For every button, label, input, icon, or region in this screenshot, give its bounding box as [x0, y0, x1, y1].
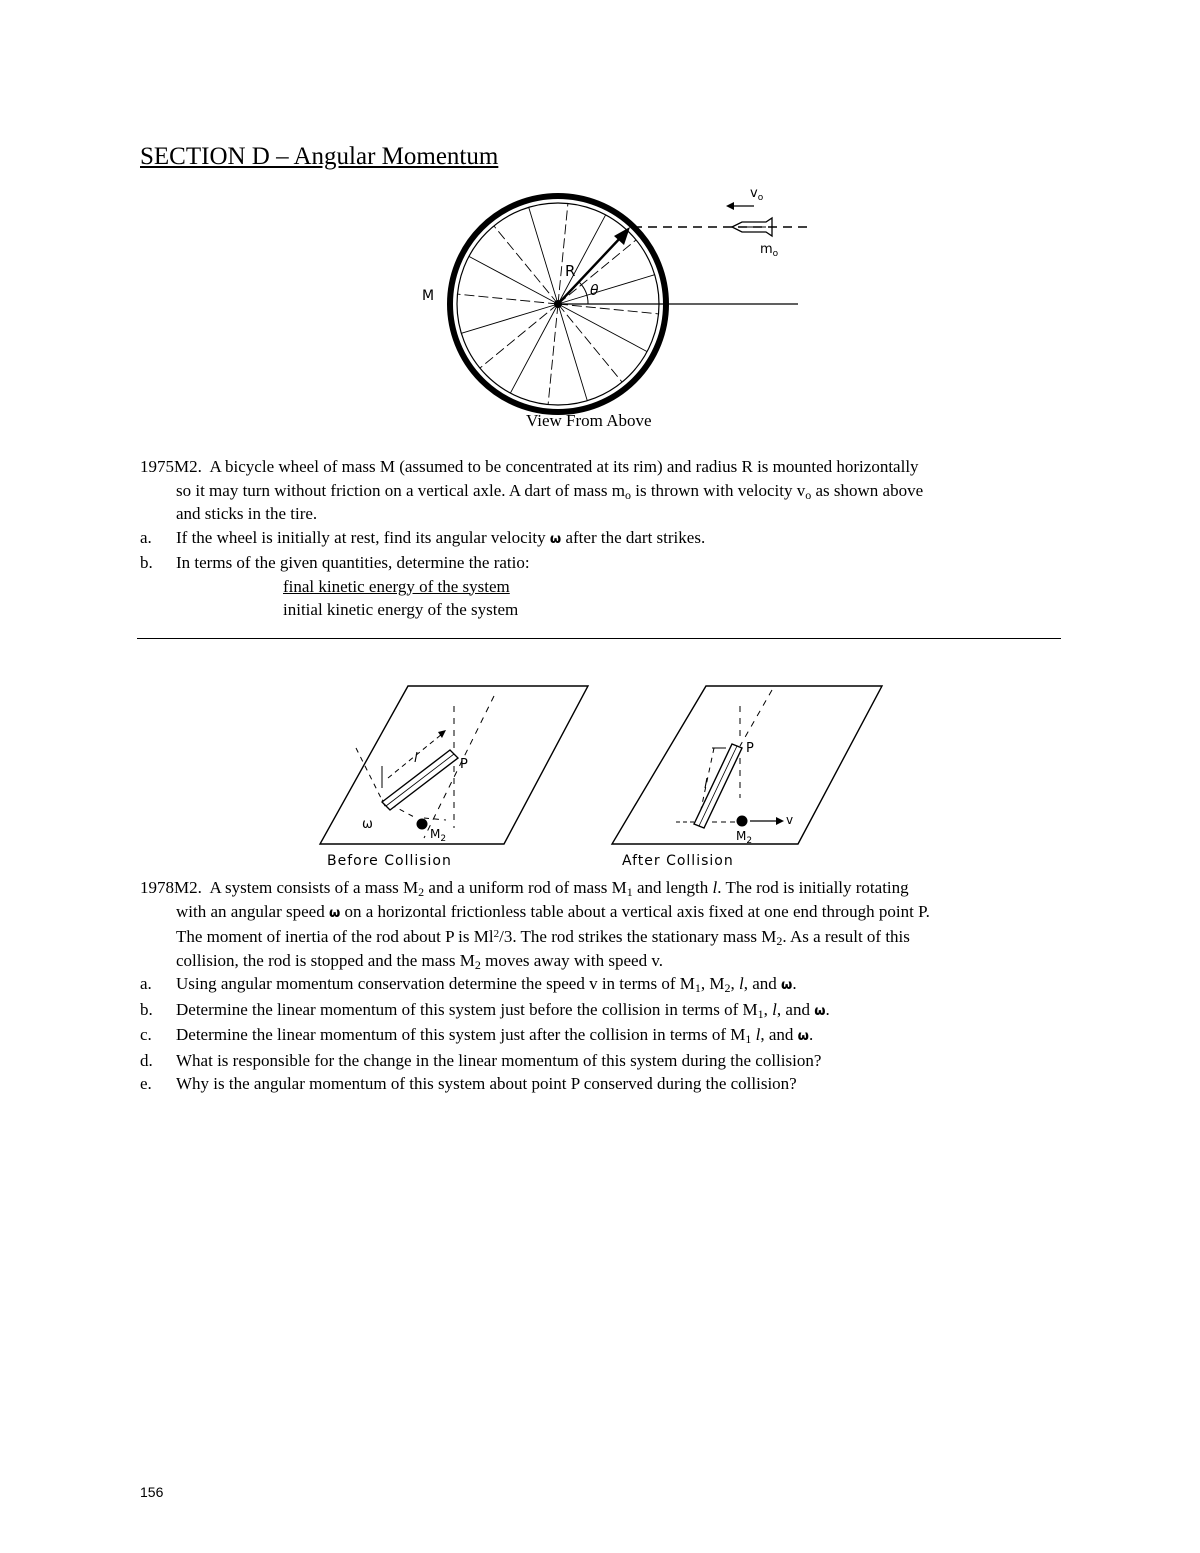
wheel-caption: View From Above — [526, 411, 652, 430]
problem1-line2: so it may turn without friction on a vertical axle. A dart of mass $m_o$ is thrown with velocity $v_o$ as shown above — [176, 480, 924, 502]
label-v0: $v_o$ — [750, 186, 764, 203]
wheel-spoke — [529, 207, 558, 304]
after-label-l: l — [704, 777, 708, 792]
problem2-part-b: b. Determine the linear momentum of this system just before the collision in terms of $M_1$, l, and ω. — [140, 999, 830, 1021]
label-theta: θ — [590, 283, 599, 299]
wheel-spoke — [558, 304, 587, 401]
wheel-spoke — [494, 226, 558, 304]
problem2-id: 1978M2. — [140, 878, 202, 897]
label-m0: $m_o$ — [760, 242, 779, 259]
section-title: SECTION D – Angular Momentum — [140, 143, 499, 170]
problem2-line2: with an angular speed ω on a horizontal frictionless table about a vertical axis fixed at one end through point P. — [176, 901, 930, 921]
before-label-l: l — [414, 751, 418, 766]
after-label-M2: $M_2$ — [736, 829, 753, 846]
problem2-part-e: e. Why is the angular momentum of this system about point P conserved during the collision? — [140, 1074, 797, 1093]
label-M: M — [422, 288, 435, 304]
before-label-omega: ω — [362, 817, 373, 832]
problem1-part-a: a. If the wheel is initially at rest, find its angular velocity ω after the dart strikes. — [140, 527, 706, 547]
after-collision-panel — [612, 686, 882, 846]
caption-after-collision: After Collision — [622, 853, 734, 869]
ratio-numerator: final kinetic energy of the system — [283, 576, 510, 596]
problem2-part-c: c. Determine the linear momentum of this system just after the collision in terms of $M_1$ l, and ω. — [140, 1025, 814, 1046]
velocity-arrowhead — [726, 202, 734, 210]
after-label-v: v — [786, 813, 794, 827]
page-number: 156 — [140, 1484, 164, 1500]
wheel-spoke — [480, 304, 558, 368]
problem1-line1: 1975M2. A bicycle wheel of mass M (assumed to be concentrated at its rim) and radius R is mounted horizontally — [140, 457, 919, 476]
problem2-part-d: d. What is responsible for the change in the linear momentum of this system during the collision? — [140, 1050, 822, 1070]
problem1-id: 1975M2. — [140, 457, 202, 476]
wheel-spoke — [461, 304, 558, 333]
section-divider — [137, 638, 1061, 639]
problem-1978M2 — [140, 876, 930, 1096]
problem2-line3: The moment of inertia of the rod about P is Ml$^2$/3. The rod strikes the stationary mass $M_2$. As a result of this — [176, 927, 910, 948]
problem2-line4: collision, the rod is stopped and the mass $M_2$ moves away with speed v. — [176, 950, 663, 972]
after-label-P: P — [746, 741, 754, 756]
bicycle-wheel-figure — [410, 180, 810, 415]
before-label-P: P — [460, 757, 468, 772]
problem2-part-a: a. Using angular momentum conservation determine the speed v in terms of $M_1$, $M_2$, l, and ω. — [140, 974, 797, 995]
problem2-line1: 1978M2. A system consists of a mass $M_2$ and a uniform rod of mass $M_1$ and length l. The rod is initially rotating — [140, 878, 909, 899]
label-R: R — [565, 262, 576, 280]
before-label-M2: $M_2$ — [430, 827, 447, 844]
before-collision-panel — [320, 686, 588, 844]
problem-1975M2 — [140, 455, 923, 622]
problem1-part-b: b. In terms of the given quantities, determine the ratio: — [140, 553, 530, 572]
ratio-denominator: initial kinetic energy of the system — [283, 600, 519, 619]
caption-before-collision: Before Collision — [327, 853, 452, 869]
rod-collision-figure — [316, 678, 896, 853]
problem1-line3: and sticks in the tire. — [176, 504, 318, 523]
wheel-spoke — [558, 304, 622, 382]
